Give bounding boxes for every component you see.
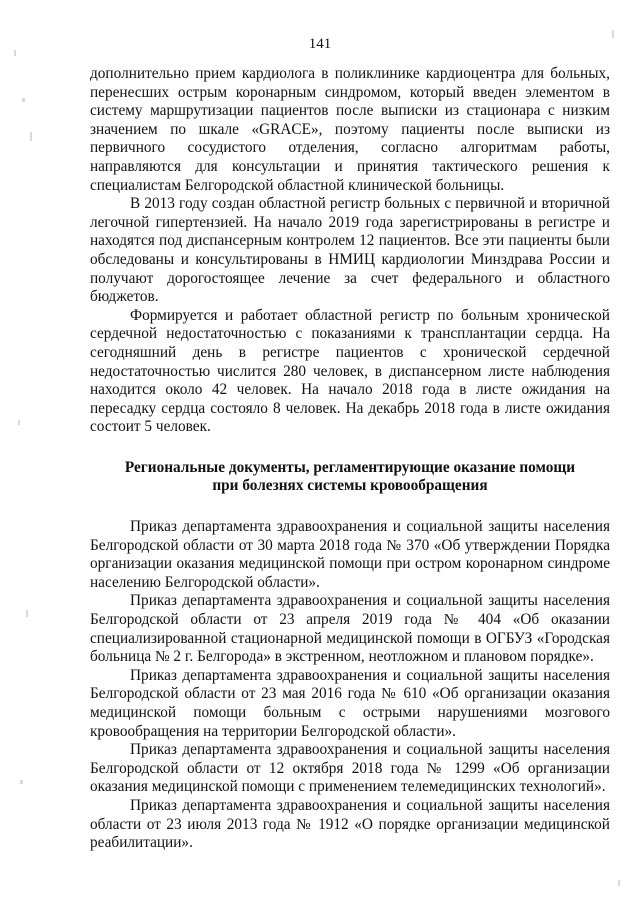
scan-artifact (22, 98, 25, 102)
scan-artifact (618, 880, 620, 886)
section-heading-line: Региональные документы, регламентирующие оказание помощи (124, 458, 576, 476)
paragraph: Формируется и работает областной регистр по больным хронической сердечной недостаточностью с показаниями к трансплантации сердца. На сегодняшний день в регистре пациентов с хронической сердечной недостаточностью числится 280 человек, в диспансерном листе наблюдения находится около 42 человек. На начало 2018 года в листе ожидания на пересадку сердца состояло 8 человек. На декабрь 2018 года в листе ожидания состоит 5 человек. (90, 306, 610, 436)
section-heading (90, 459, 610, 496)
paragraph: дополнительно прием кардиолога в поликлинике кардиоцентра для больных, перенесших острым коронарным синдромом, который введен элементом в систему маршрутизации пациентов после выписки из стационара с низким значением по шкале «GRACE», поэтому пациенты после выписки из первичного сосудистого отделения, согласно алгоритмам работы, направляются для консультации и принятия тактического решения к специалистам Белгородской областной клинической больницы. (90, 65, 610, 194)
scan-artifact (20, 780, 23, 784)
document-body (90, 65, 610, 853)
paragraph: Приказ департамента здравоохранения и социальной защиты населения Белгородской области от 23 апреля 2019 года № 404 «Об оказании специализированной стационарной медицинской помощи в ОГБУЗ «Городская больница № 2 г. Белгорода» в экстренном, неотложном и плановом порядке». (90, 592, 610, 666)
scan-artifact (30, 132, 32, 141)
paragraph: В 2013 году создан областной регистр больных с первичной и вторичной легочной гипертензией. На начало 2019 года зарегистрированы в регистре и находятся под диспансерным контролем 12 пациентов. Все эти пациенты были обследованы и консультированы в НМИЦ кардиологии Минздрава России и получают дорогостоящее лечение за счет федерального и областного бюджетов. (90, 195, 610, 306)
paragraph: Приказ департамента здравоохранения и социальной защиты населения Белгородской области от 30 марта 2018 года № 370 «Об утверждении Порядка организации оказания медицинской помощи при остром коронарном синдроме населению Белгородской области». (90, 518, 610, 591)
section-heading-line: при болезнях системы кровообращения (212, 477, 488, 495)
scan-artifact (18, 420, 20, 425)
page-number: 141 (308, 36, 332, 52)
paragraph: Приказ департамента здравоохранения и социальной защиты населения Белгородской области от 23 мая 2016 года № 610 «Об организации оказания медицинской помощи больным с острыми нарушениями мозгового кровообращения на территории Белгородской области». (90, 666, 610, 740)
scan-artifact (26, 610, 28, 617)
paragraph: Приказ департамента здравоохранения и социальной защиты населения Белгородской области от 12 октября 2018 года № 1299 «Об организации оказания медицинской помощи с применением телемедицинских технологий». (90, 741, 610, 796)
paragraph: Приказ департамента здравоохранения и социальной защиты населения области от 23 июля 2013 года № 1912 «О порядке организации медицинской реабилитации». (90, 796, 610, 852)
